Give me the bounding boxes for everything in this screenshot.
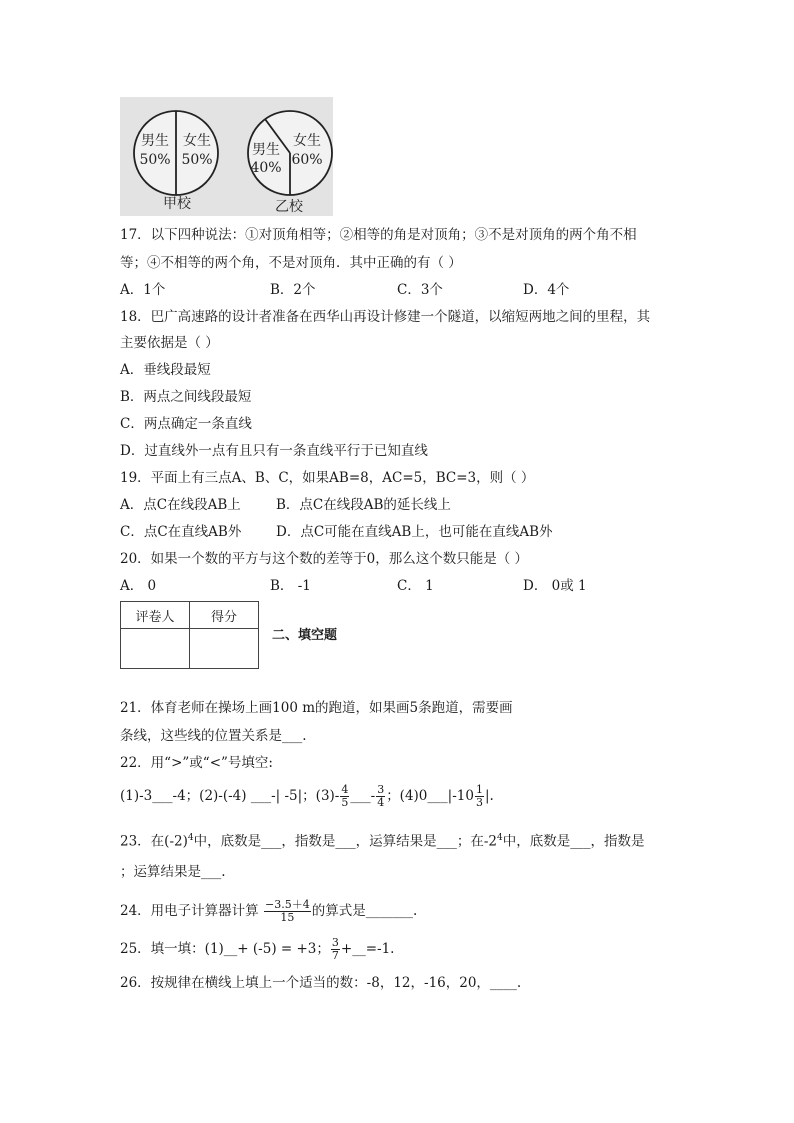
q25-fraction-den: 7	[331, 949, 339, 962]
q23-part-c: 中，底数是___，指数是	[502, 833, 645, 850]
q17-option-c: C．3个	[397, 282, 443, 298]
pie-charts-figure	[120, 97, 333, 216]
q23-exponent-2: 4	[497, 833, 503, 843]
pie-a-right-pct: 50%	[181, 152, 213, 168]
q24-part-a: 24．用电子计算器计算	[120, 903, 263, 919]
q19-option-a: A．点C在线段AB上	[120, 497, 241, 513]
q25-line	[120, 934, 394, 964]
q22-fraction-3-den: 3	[475, 796, 483, 809]
q20-option-a: A． 0	[120, 578, 157, 594]
q18-option-b: B．两点之间线段最短	[120, 389, 252, 405]
pie-a-school: 甲校	[163, 196, 191, 212]
q18-line2: 主要依据是（ ）	[120, 335, 219, 351]
q17-option-d: D．4个	[523, 282, 570, 298]
q22-fraction-1-den: 5	[341, 796, 349, 809]
q23-line1	[120, 829, 645, 851]
q18-option-c: C．两点确定一条直线	[120, 416, 252, 432]
q17-line2: 等；④不相等的两个角，不是对顶角．其中正确的有（ ）	[120, 255, 462, 271]
q25-fraction	[331, 937, 340, 962]
q17-option-b: B．2个	[270, 282, 316, 298]
q20-option-c: C． 1	[397, 578, 434, 594]
section-title: 二、填空题	[272, 628, 338, 643]
q25-fraction-num: 3	[331, 936, 339, 949]
q22-fraction-2-den: 4	[377, 796, 385, 809]
pie-b-left-label: 男生	[252, 142, 280, 158]
q18-option-a: A．垂线段最短	[120, 362, 211, 378]
q22-fraction-1-num: 4	[341, 783, 349, 796]
q24-fraction	[264, 899, 311, 924]
q18-line1: 18．巴广高速路的设计者准备在西华山再设计修建一个隧道，以缩短两地之间的里程，其	[120, 309, 651, 325]
q22-line2	[120, 782, 494, 810]
pie-b-right-pct: 60%	[291, 152, 323, 168]
q21-line1: 21．体育老师在操场上画100 m的跑道，如果画5条跑道，需要画	[120, 700, 513, 716]
q22-fraction-3	[475, 784, 484, 809]
q23-exponent-1: 4	[187, 833, 194, 843]
score-table-score-cell	[190, 629, 259, 669]
q20-line1: 20．如果一个数的平方与这个数的差等于0，那么这个数只能是（ ）	[120, 551, 529, 567]
q24-fraction-den: 15	[280, 911, 295, 924]
score-table-grader-cell	[121, 629, 190, 669]
q22-part2: ___-	[350, 788, 376, 804]
q17-line1: 17．以下四种说法：①对顶角相等；②相等的角是对顶角；③不是对顶角的两个角不相	[120, 227, 637, 243]
q22-part1: (1)-3___-4；(2)-(-4) ___-| -5|；(3)-	[120, 788, 340, 804]
q23-line2: ；运算结果是___.	[120, 864, 226, 880]
q19-option-b: B．点C在线段AB的延长线上	[276, 497, 451, 513]
q20-option-d: D． 0或 1	[523, 578, 587, 594]
q22-part4: |.	[484, 788, 494, 804]
q21-line2: 条线，这些线的位置关系是___.	[120, 728, 307, 744]
pie-a-left-label: 男生	[141, 133, 169, 149]
q24-fraction-num: −3.5＋4	[264, 898, 310, 911]
q24-line	[120, 896, 417, 926]
pie-b-school: 乙校	[275, 199, 303, 215]
q19-option-d: D．点C可能在直线AB上，也可能在直线AB外	[276, 524, 553, 540]
score-table-score-header: 得分	[190, 602, 259, 629]
q25-part-b: +__=-1.	[340, 941, 395, 957]
pie-b-left-pct: 40%	[250, 160, 282, 176]
score-table	[120, 601, 259, 669]
q22-fraction-3-num: 1	[475, 783, 483, 796]
q23-part-a: 23．在(-2)	[120, 833, 188, 850]
q23-part-b: 中，底数是___，指数是___，运算结果是___；在-2	[193, 833, 498, 850]
score-table-grader-header: 评卷人	[121, 602, 190, 629]
q22-fraction-2-num: 3	[377, 783, 385, 796]
pie-b-right-label: 女生	[293, 133, 321, 149]
q24-part-b: 的算式是_______.	[311, 903, 418, 919]
q17-option-a: A．1个	[120, 282, 166, 298]
q22-fraction-1	[340, 784, 349, 809]
q25-part-a: 25．填一填：(1)__+ (-5) = +3；	[120, 941, 330, 957]
pie-a-right-label: 女生	[183, 133, 211, 149]
q22-fraction-2	[376, 784, 385, 809]
pie-a-left-pct: 50%	[139, 152, 171, 168]
q19-option-c: C．点C在直线AB外	[120, 524, 242, 540]
q22-part3: ；(4)0___|-10	[386, 788, 474, 804]
q19-line1: 19．平面上有三点A、B、C，如果AB=8，AC=5，BC=3，则（ ）	[120, 470, 535, 486]
q26-line: 26．按规律在横线上填上一个适当的数：-8，12，-16，20，____.	[120, 975, 522, 991]
q20-option-b: B． -1	[270, 578, 311, 594]
q22-line1: 22．用“>”或“<”号填空:	[120, 755, 273, 771]
q18-option-d: D．过直线外一点有且只有一条直线平行于已知直线	[120, 443, 428, 459]
